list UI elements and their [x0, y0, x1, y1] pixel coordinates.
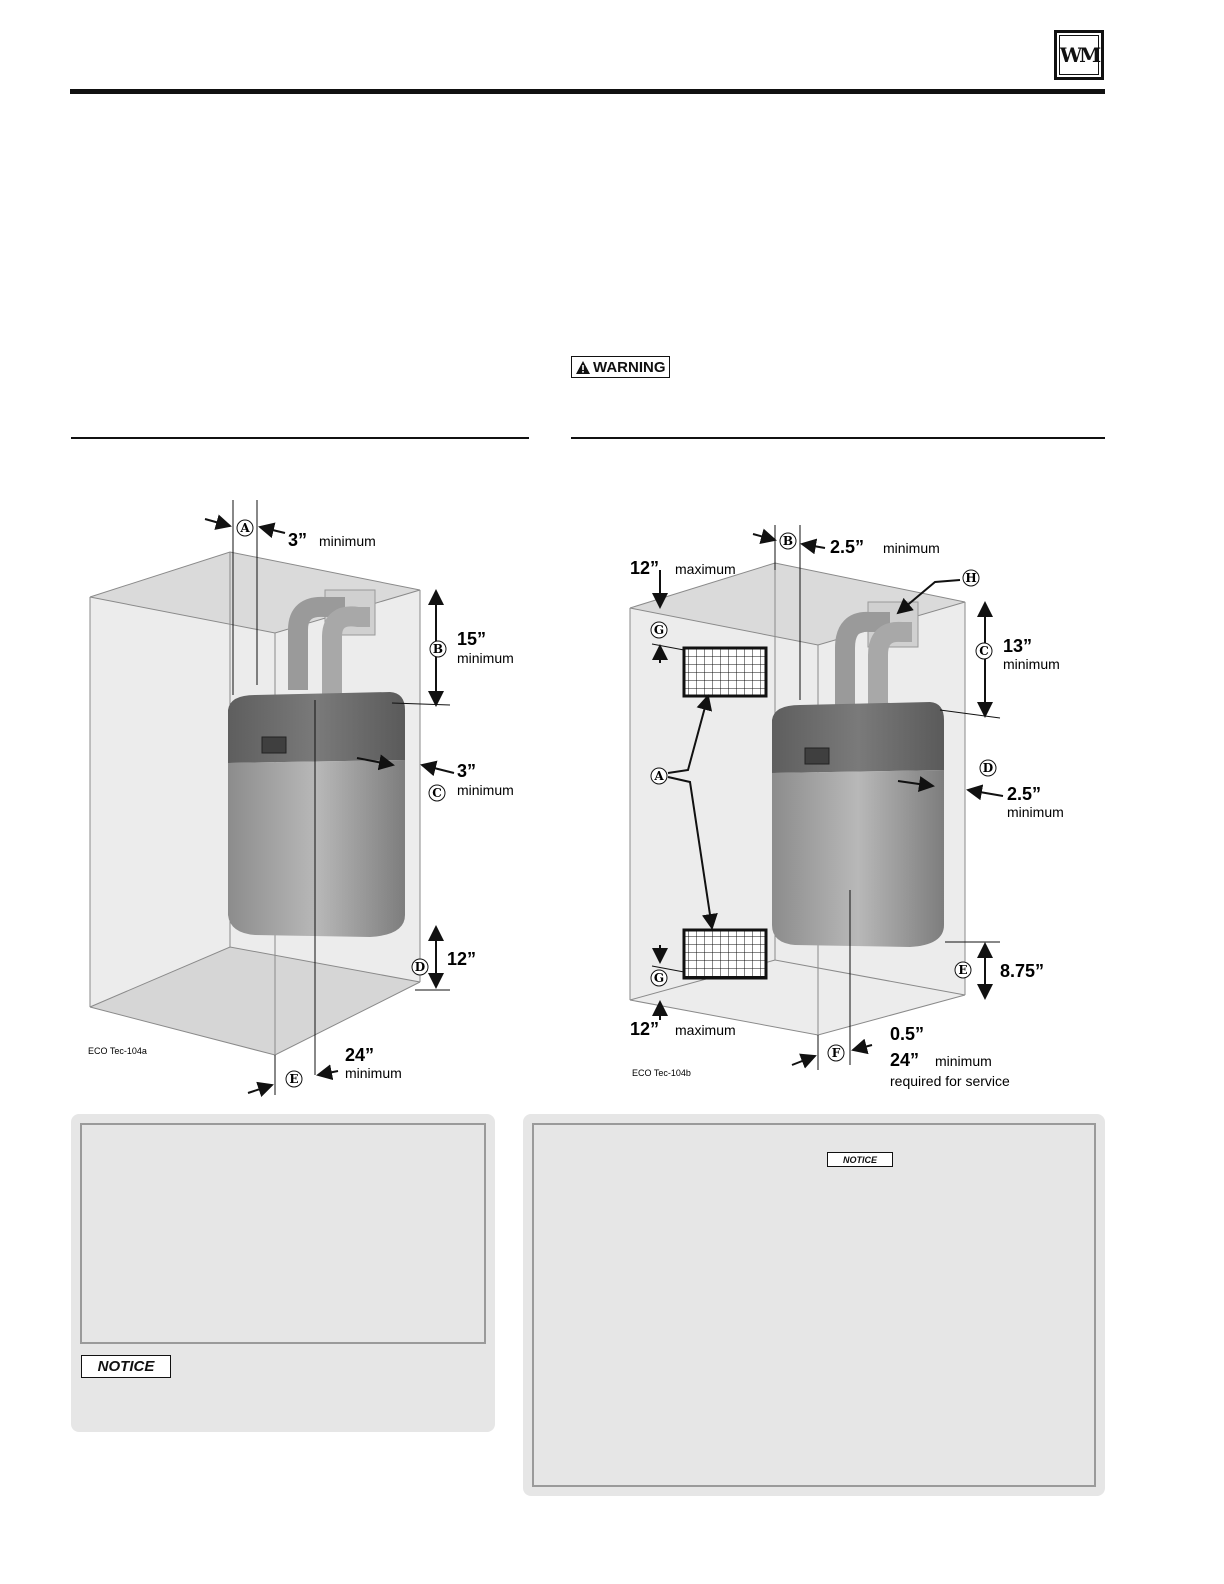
left-section-rule — [71, 437, 529, 439]
wm-logo — [1054, 30, 1104, 80]
left-dim-d-value: 12” — [447, 949, 477, 969]
left-dim-c-note: minimum — [457, 782, 514, 798]
left-figure-code: ECO Tec-104a — [88, 1046, 147, 1056]
right-service-note: minimum — [935, 1053, 992, 1069]
right-bottom-vent-value: 12” — [630, 1019, 660, 1039]
warning-triangle-icon — [575, 360, 591, 375]
right-dim-c-value: 13” — [1003, 636, 1033, 656]
left-dim-a-value: 3” — [288, 530, 308, 550]
right-label-a: A — [654, 769, 664, 783]
right-service-line2: required for service — [890, 1073, 1010, 1089]
left-label-c: C — [432, 786, 442, 800]
right-label-h: H — [965, 571, 977, 585]
left-notice-badge — [81, 1355, 171, 1378]
lower-vent — [684, 930, 766, 978]
left-notice-label: NOTICE — [97, 1358, 155, 1375]
left-label-d: D — [414, 960, 426, 974]
right-top-vent-note: maximum — [675, 561, 736, 577]
left-dim-e-note: minimum — [345, 1065, 402, 1081]
right-section-rule — [571, 437, 1105, 439]
right-dim-f-value: 0.5” — [890, 1024, 925, 1044]
upper-vent — [684, 648, 766, 696]
right-bottom-vent-note: maximum — [675, 1022, 736, 1038]
right-top-vent-value: 12” — [630, 558, 660, 578]
right-dim-b-note: minimum — [883, 540, 940, 556]
right-dim-d-note: minimum — [1007, 804, 1064, 820]
right-dim-e-value: 8.75” — [1000, 961, 1045, 981]
warning-badge — [571, 356, 670, 378]
right-notice-label: NOTICE — [842, 1154, 877, 1165]
left-dim-b-note: minimum — [457, 650, 514, 666]
left-label-b: B — [432, 642, 444, 656]
right-info-panel — [523, 1114, 1105, 1496]
right-clearance-figure — [560, 520, 1105, 1100]
right-service-value: 24” — [890, 1050, 920, 1070]
left-label-a: A — [240, 521, 250, 535]
right-label-b: B — [782, 534, 794, 548]
left-dim-e-value: 24” — [345, 1045, 375, 1065]
left-dim-c-value: 3” — [457, 761, 477, 781]
right-dim-c-note: minimum — [1003, 656, 1060, 672]
right-figure-code: ECO Tec-104b — [632, 1068, 691, 1078]
right-info-panel-inner-box — [532, 1123, 1096, 1487]
warning-label: WARNING — [593, 358, 666, 376]
logo-text: WM — [1059, 43, 1099, 67]
left-dim-a-note: minimum — [319, 533, 376, 549]
right-notice-badge — [827, 1152, 893, 1167]
right-label-g-top: G — [653, 623, 665, 637]
left-label-e: E — [289, 1072, 299, 1086]
right-label-c: C — [979, 644, 989, 658]
left-clearance-figure — [70, 495, 530, 1105]
left-dim-b-value: 15” — [457, 629, 487, 649]
header-rule — [70, 89, 1105, 94]
right-label-g-bottom: G — [653, 971, 665, 985]
right-label-f: F — [831, 1046, 841, 1060]
right-dim-b-value: 2.5” — [830, 537, 865, 557]
right-label-d: D — [982, 761, 994, 775]
left-info-panel-inner-box — [80, 1123, 486, 1344]
right-label-e: E — [958, 963, 968, 977]
left-info-panel — [71, 1114, 495, 1432]
right-dim-d-value: 2.5” — [1007, 784, 1042, 804]
